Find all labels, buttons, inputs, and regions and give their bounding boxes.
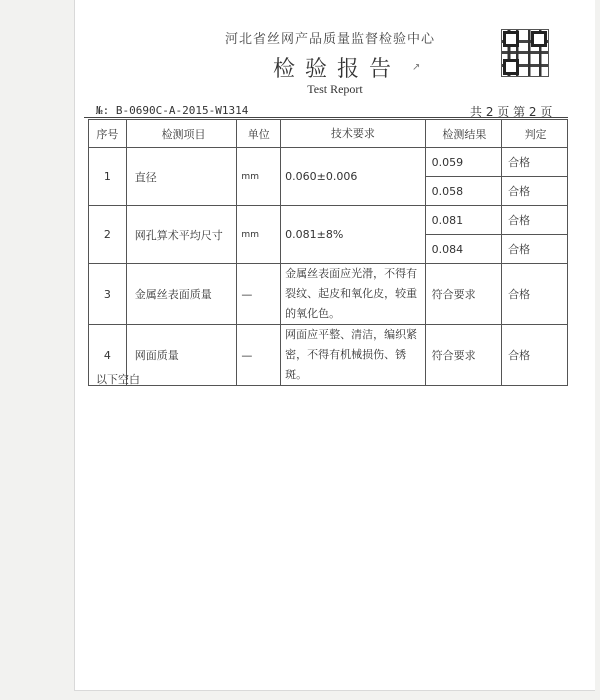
row-judgement: 合格 (502, 325, 568, 386)
table-row (89, 264, 568, 325)
row-judgement: 合格 (502, 264, 568, 325)
row-no: 1 (89, 148, 127, 206)
row-requirement: 网面应平整、清洁，编织紧密，不得有机械损伤、锈斑。 (281, 325, 425, 386)
table-row (89, 325, 568, 386)
row-result: 0.058 (425, 177, 502, 206)
blank-below-note: 以下空白 (96, 373, 140, 386)
row-unit: mm (237, 148, 281, 206)
row-requirement: 0.081±8% (281, 206, 425, 264)
row-judgement: 合格 (502, 206, 568, 235)
table-row (89, 206, 568, 235)
row-no: 3 (89, 264, 127, 325)
header-rule (84, 117, 568, 118)
row-item: 网面质量 (126, 325, 237, 386)
col-header-result: 检测结果 (425, 120, 502, 148)
report-number: №: B-0690C-A-2015-W1314 (96, 104, 249, 117)
row-item: 金属丝表面质量 (126, 264, 237, 325)
row-requirement: 金属丝表面应光滑，不得有裂纹、起皮和氧化皮，较重的氧化色。 (281, 264, 425, 325)
inspection-center-name: 河北省丝网产品质量监督检验中心 (225, 32, 436, 47)
row-no: 4 (89, 325, 127, 386)
col-header-no: 序号 (89, 120, 127, 148)
report-title-english: Test Report (307, 82, 363, 96)
row-judgement: 合格 (502, 148, 568, 177)
table-header-row (89, 120, 568, 148)
col-header-item: 检测项目 (126, 120, 237, 148)
col-header-unit: 单位 (237, 120, 281, 148)
table-row (89, 148, 568, 177)
row-item: 网孔算术平均尺寸 (126, 206, 237, 264)
row-judgement: 合格 (502, 235, 568, 264)
row-requirement: 0.060±0.006 (281, 148, 425, 206)
row-result: 符合要求 (425, 325, 502, 386)
handwritten-mark: ↗ (412, 62, 421, 73)
row-result: 0.081 (425, 206, 502, 235)
qr-code-icon (502, 30, 548, 76)
test-results-table (88, 119, 568, 386)
page-count: 共 2 页 第 2 页 (470, 105, 553, 119)
col-header-requirement: 技术要求 (281, 120, 425, 148)
row-unit: — (237, 325, 281, 386)
row-no: 2 (89, 206, 127, 264)
col-header-judgement: 判定 (502, 120, 568, 148)
row-result: 符合要求 (425, 264, 502, 325)
row-unit: — (237, 264, 281, 325)
report-title: 检验报告 (272, 57, 401, 82)
row-unit: mm (237, 206, 281, 264)
row-judgement: 合格 (502, 177, 568, 206)
row-item: 直径 (126, 148, 237, 206)
row-result: 0.059 (425, 148, 502, 177)
row-result: 0.084 (425, 235, 502, 264)
